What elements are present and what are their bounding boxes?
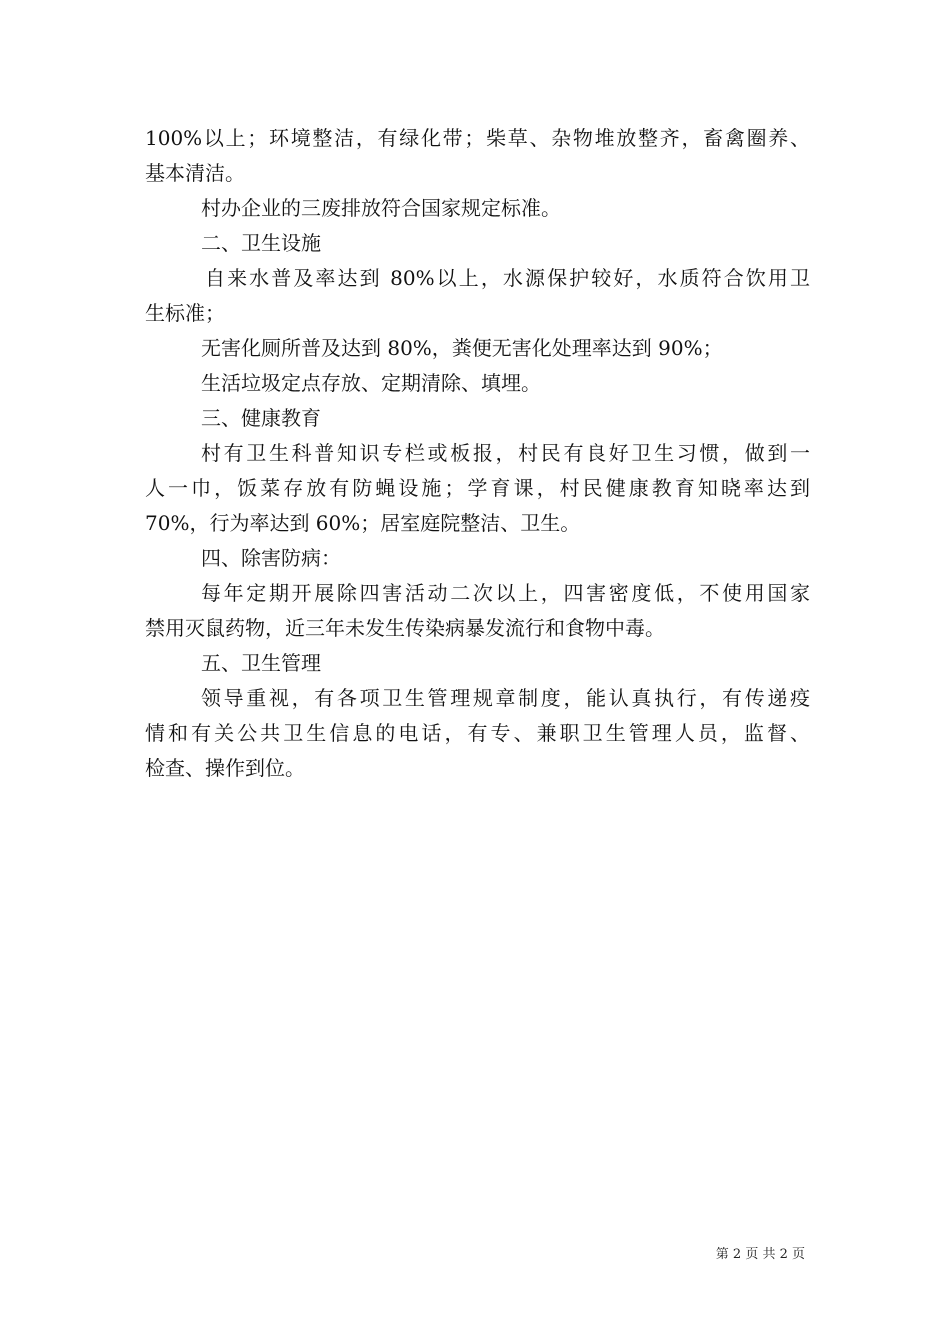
paragraph-line: 自来水普及率达到 80%以上，水源保护较好，水质符合饮用卫 [205,266,810,290]
paragraph-line: 人一巾，饭菜存放有防蝇设施；学育课，村民健康教育知晓率达到 [145,476,810,500]
page-number: 第 2 页 共 2 页 [715,1247,805,1262]
paragraph-line: 情和有关公共卫生信息的电话，有专、兼职卫生管理人员，监督、 [145,721,810,745]
paragraph-line: 禁用灭鼠药物，近三年未发生传染病暴发流行和食物中毒。 [145,616,665,640]
paragraph-line: 100%以上；环境整洁，有绿化带；柴草、杂物堆放整齐，畜禽圈养、 [145,126,810,150]
paragraph-line: 每年定期开展除四害活动二次以上，四害密度低，不使用国家 [201,581,810,605]
paragraph-line: 村有卫生科普知识专栏或板报，村民有良好卫生习惯，做到一 [201,441,810,465]
paragraph-line: 70%，行为率达到 60%；居室庭院整洁、卫生。 [145,511,581,535]
section-heading: 五、卫生管理 [201,651,321,675]
paragraph-line: 无害化厕所普及达到 80%，粪便无害化处理率达到 90%； [201,336,723,360]
paragraph-line: 领导重视，有各项卫生管理规章制度，能认真执行，有传递疫 [201,686,810,710]
paragraph-line: 生标准； [145,301,225,325]
paragraph-line: 基本清洁。 [145,161,245,185]
paragraph-line: 村办企业的三废排放符合国家规定标准。 [201,196,561,220]
document-body [145,121,810,786]
paragraph-line: 生活垃圾定点存放、定期清除、填埋。 [201,371,541,395]
section-heading: 二、卫生设施 [201,231,321,255]
section-heading: 三、健康教育 [201,406,321,430]
section-heading: 四、除害防病： [201,546,341,570]
paragraph-line: 检查、操作到位。 [145,756,305,780]
